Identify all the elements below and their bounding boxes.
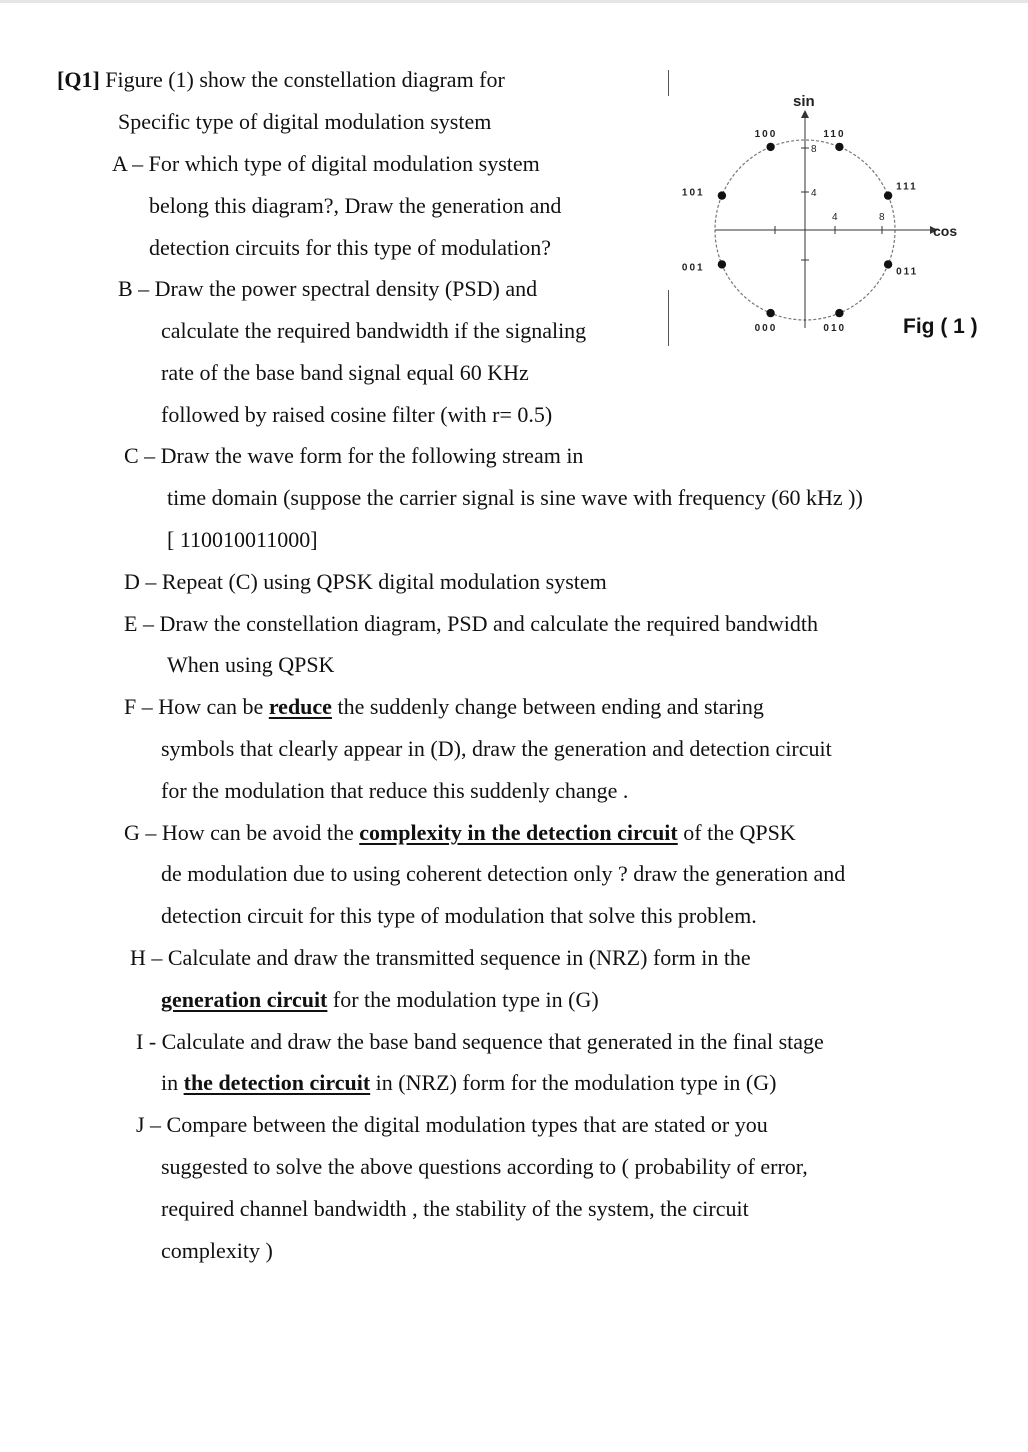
part-c-line-1: C – Draw the wave form for the following stream in <box>124 443 584 468</box>
constellation-label-010: 010 <box>823 323 847 335</box>
separator-bar-bottom <box>668 290 669 346</box>
part-h-post: for the modulation type in (G) <box>327 987 599 1012</box>
x-axis-label: cos <box>933 223 958 239</box>
part-e-line-2: When using QPSK <box>167 652 335 677</box>
part-c-line-2: time domain (suppose the carrier signal is sine wave with frequency (60 kHz )) <box>167 485 863 510</box>
constellation-label-000: 000 <box>754 323 778 335</box>
part-i-line-1: I - Calculate and draw the base band sequence that generated in the final stage <box>136 1029 824 1054</box>
constellation-label-111: 111 <box>896 181 918 193</box>
constellation-label-100: 100 <box>754 128 778 140</box>
constellation-point-010 <box>835 309 843 317</box>
part-b-line-3: rate of the base band signal equal 60 KHz <box>161 360 529 385</box>
part-j-line-2: suggested to solve the above questions according to ( probability of error, <box>161 1154 808 1179</box>
constellation-point-011 <box>884 260 892 268</box>
constellation-point-110 <box>835 143 843 151</box>
constellation-label-001: 001 <box>681 262 705 274</box>
question-intro-line-1 <box>57 67 505 93</box>
constellation-label-101: 101 <box>681 187 705 199</box>
part-j-line-1: J – Compare between the digital modulation types that are stated or you <box>136 1112 768 1137</box>
part-i-line-2 <box>161 1070 776 1096</box>
part-f-post: the suddenly change between ending and staring <box>331 694 764 719</box>
part-a-line-3: detection circuits for this type of modulation? <box>149 235 552 260</box>
constellation-diagram <box>675 80 1005 350</box>
constellation-points <box>682 129 918 334</box>
part-f-line-3: for the modulation that reduce this suddenly change . <box>161 778 629 803</box>
tick-label-y-8: 8 <box>811 144 817 155</box>
constellation-label-011: 011 <box>896 266 919 278</box>
constellation-point-001 <box>718 260 726 268</box>
part-j-line-4: complexity ) <box>161 1238 273 1263</box>
constellation-point-000 <box>766 309 774 317</box>
part-d-line-1: D – Repeat (C) using QPSK digital modulation system <box>124 569 607 594</box>
part-f-underlined: reduce <box>268 694 332 719</box>
part-f-pre: F – How can be <box>124 694 269 719</box>
tick-label-y-4: 4 <box>811 188 817 199</box>
part-a-line-2: belong this diagram?, Draw the generation and <box>149 193 562 218</box>
tick-label-x-4: 4 <box>832 212 838 223</box>
part-g-line-3: detection circuit for this type of modulation that solve this problem. <box>161 903 757 928</box>
tick-label-x-8: 8 <box>879 212 885 223</box>
part-g-line-2: de modulation due to using coherent detection only ? draw the generation and <box>161 861 846 886</box>
figure-caption: Fig ( 1 ) <box>903 315 978 338</box>
y-axis-arrow-icon <box>801 110 809 118</box>
part-h-underlined: generation circuit <box>161 987 328 1012</box>
constellation-label-110: 110 <box>823 128 846 140</box>
part-j-line-3: required channel bandwidth , the stability of the system, the circuit <box>161 1196 749 1221</box>
constellation-point-100 <box>766 143 774 151</box>
part-h-line-1: H – Calculate and draw the transmitted sequence in (NRZ) form in the <box>130 945 751 970</box>
part-i-pre: in <box>161 1070 184 1095</box>
part-f-line-2: symbols that clearly appear in (D), draw the generation and detection circuit <box>161 736 832 761</box>
part-g-pre: G – How can be avoid the <box>124 820 360 845</box>
part-e-line-1: E – Draw the constellation diagram, PSD and calculate the required bandwidth <box>124 611 819 636</box>
part-b-line-2: calculate the required bandwidth if the signaling <box>161 318 587 343</box>
part-g-underlined: complexity in the detection circuit <box>359 820 678 845</box>
part-h-line-2 <box>161 987 599 1013</box>
part-f-line-1 <box>124 694 764 720</box>
part-i-post: in (NRZ) form for the modulation type in (G) <box>370 1070 777 1095</box>
part-a-line-1: A – For which type of digital modulation system <box>112 151 540 176</box>
part-c-line-3: [ 110010011000] <box>167 527 318 552</box>
part-g-line-1 <box>124 820 796 846</box>
part-g-post: of the QPSK <box>677 820 796 845</box>
part-b-line-1: B – Draw the power spectral density (PSD) and <box>118 276 538 301</box>
part-b-line-4: followed by raised cosine filter (with r= 0.5) <box>161 402 553 427</box>
question-intro-1: Figure (1) show the constellation diagram for <box>105 67 505 92</box>
question-tag: [Q1] <box>57 67 100 92</box>
constellation-point-101 <box>718 191 726 199</box>
question-intro-line-2: Specific type of digital modulation system <box>118 109 492 134</box>
top-border <box>0 0 1028 3</box>
part-i-underlined: the detection circuit <box>183 1070 371 1095</box>
y-axis-label: sin <box>793 93 815 110</box>
separator-bar-top <box>668 70 669 96</box>
constellation-point-111 <box>884 191 892 199</box>
